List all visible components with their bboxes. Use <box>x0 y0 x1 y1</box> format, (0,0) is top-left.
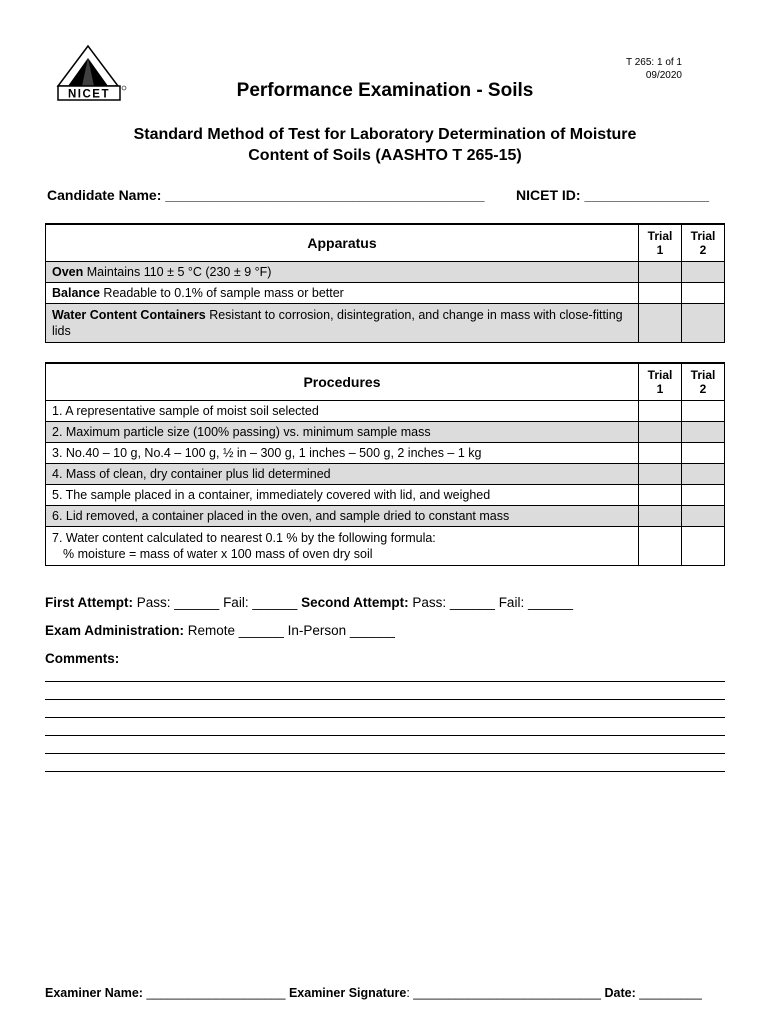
procedures-table <box>45 362 725 566</box>
table-row <box>46 485 725 506</box>
trial-1-checkbox[interactable] <box>639 485 682 506</box>
apparatus-item-oven: Oven Maintains 110 ± 5 °C (230 ± 9 °F) <box>46 262 639 283</box>
table-row <box>46 283 725 304</box>
table-row <box>46 464 725 485</box>
examiner-footer[interactable] <box>45 986 702 1000</box>
table-row <box>46 401 725 422</box>
trial-2-checkbox[interactable] <box>682 262 725 283</box>
examiner-name-blank[interactable]: ____________________ <box>142 986 289 1000</box>
trial-2-header: Trial 2 <box>682 224 725 262</box>
procedure-item: 4. Mass of clean, dry container plus lid determined <box>46 464 639 485</box>
trial-2-checkbox[interactable] <box>682 527 725 566</box>
comment-line[interactable] <box>45 698 725 700</box>
examiner-signature-label: Examiner Signature <box>288 986 407 1000</box>
comment-line[interactable] <box>45 680 725 682</box>
nicet-id-label: NICET ID: <box>516 187 581 203</box>
second-attempt-label: Second Attempt: <box>301 595 409 610</box>
exam-administration-label: Exam Administration: <box>45 623 185 638</box>
candidate-name-label: Candidate Name: <box>47 187 162 203</box>
apparatus-item-containers: Water Content Containers Resistant to corrosion, disintegration, and change in mass with close-fitting lids <box>46 304 639 343</box>
trial-2-header: Trial 2 <box>682 363 725 401</box>
trial-2-checkbox[interactable] <box>682 422 725 443</box>
table-row <box>46 506 725 527</box>
formula: % moisture = mass of water x 100 mass of oven dry soil <box>63 547 373 561</box>
examiner-signature-blank[interactable]: : ___________________________ <box>406 986 605 1000</box>
date-label: Date: <box>604 986 636 1000</box>
apparatus-header-row <box>46 224 725 262</box>
trial-2-checkbox[interactable] <box>682 401 725 422</box>
table-row <box>46 262 725 283</box>
page-subtitle <box>60 124 710 166</box>
doc-code: T 265: 1 of 1 <box>626 57 682 68</box>
trial-1-checkbox[interactable] <box>639 283 682 304</box>
comments-label: Comments: <box>45 651 120 666</box>
trial-1-checkbox[interactable] <box>639 464 682 485</box>
examiner-name-label: Examiner Name: <box>45 986 143 1000</box>
table-row <box>46 527 725 566</box>
page-title: Performance Examination - Soils <box>236 80 534 101</box>
comment-line[interactable] <box>45 752 725 754</box>
trial-1-checkbox[interactable] <box>639 443 682 464</box>
exam-administration[interactable] <box>45 623 395 638</box>
procedures-header-row <box>46 363 725 401</box>
trial-2-checkbox[interactable] <box>682 443 725 464</box>
logo-text: NICET <box>68 88 110 101</box>
candidate-name-field[interactable] <box>47 187 484 203</box>
procedure-item: 3. No.40 – 10 g, No.4 – 100 g, ½ in – 300 g, 1 inches – 500 g, 2 inches – 1 kg <box>46 443 639 464</box>
date-blank[interactable]: _________ <box>635 986 702 1000</box>
trial-1-checkbox[interactable] <box>639 401 682 422</box>
comment-line[interactable] <box>45 770 725 772</box>
procedure-item: 1. A representative sample of moist soil selected <box>46 401 639 422</box>
trial-2-checkbox[interactable] <box>682 506 725 527</box>
trial-1-header: Trial 1 <box>639 363 682 401</box>
comment-line[interactable] <box>45 716 725 718</box>
procedure-item: 6. Lid removed, a container placed in the oven, and sample dried to constant mass <box>46 506 639 527</box>
procedures-header: Procedures <box>46 363 639 401</box>
first-attempt-options[interactable]: Pass: ______ Fail: ______ <box>133 595 302 610</box>
procedure-item: 5. The sample placed in a container, immediately covered with lid, and weighed <box>46 485 639 506</box>
procedure-item: 7. Water content calculated to nearest 0.1 % by the following formula: % moisture = mass of water x 100 mass of oven dry soil <box>46 527 639 566</box>
trial-1-checkbox[interactable] <box>639 422 682 443</box>
subtitle-line-1: Standard Method of Test for Laboratory Determination of Moisture <box>133 126 637 143</box>
doc-date: 09/2020 <box>645 70 682 81</box>
apparatus-header: Apparatus <box>46 224 639 262</box>
procedure-item: 2. Maximum particle size (100% passing) vs. minimum sample mass <box>46 422 639 443</box>
table-row <box>46 422 725 443</box>
trial-2-checkbox[interactable] <box>682 304 725 343</box>
trial-2-checkbox[interactable] <box>682 283 725 304</box>
candidate-name-blank[interactable]: _________________________________________ <box>165 187 485 203</box>
table-row <box>46 304 725 343</box>
nicet-id-blank[interactable]: ________________ <box>584 187 710 203</box>
trial-1-header: Trial 1 <box>639 224 682 262</box>
document-reference <box>626 56 682 82</box>
comment-line[interactable] <box>45 734 725 736</box>
trial-1-checkbox[interactable] <box>639 262 682 283</box>
table-row <box>46 443 725 464</box>
trial-1-checkbox[interactable] <box>639 527 682 566</box>
apparatus-item-balance: Balance Readable to 0.1% of sample mass or better <box>46 283 639 304</box>
nicet-id-field[interactable] <box>516 187 709 203</box>
trial-1-checkbox[interactable] <box>639 506 682 527</box>
trial-2-checkbox[interactable] <box>682 485 725 506</box>
subtitle-line-2: Content of Soils (AASHTO T 265-15) <box>248 147 522 164</box>
apparatus-table <box>45 223 725 343</box>
trial-1-checkbox[interactable] <box>639 304 682 343</box>
second-attempt-options[interactable]: Pass: ______ Fail: ______ <box>408 595 573 610</box>
first-attempt-label: First Attempt: <box>45 595 133 610</box>
exam-administration-options[interactable]: Remote ______ In-Person ______ <box>184 623 395 638</box>
trial-2-checkbox[interactable] <box>682 464 725 485</box>
attempt-results[interactable] <box>45 595 573 610</box>
